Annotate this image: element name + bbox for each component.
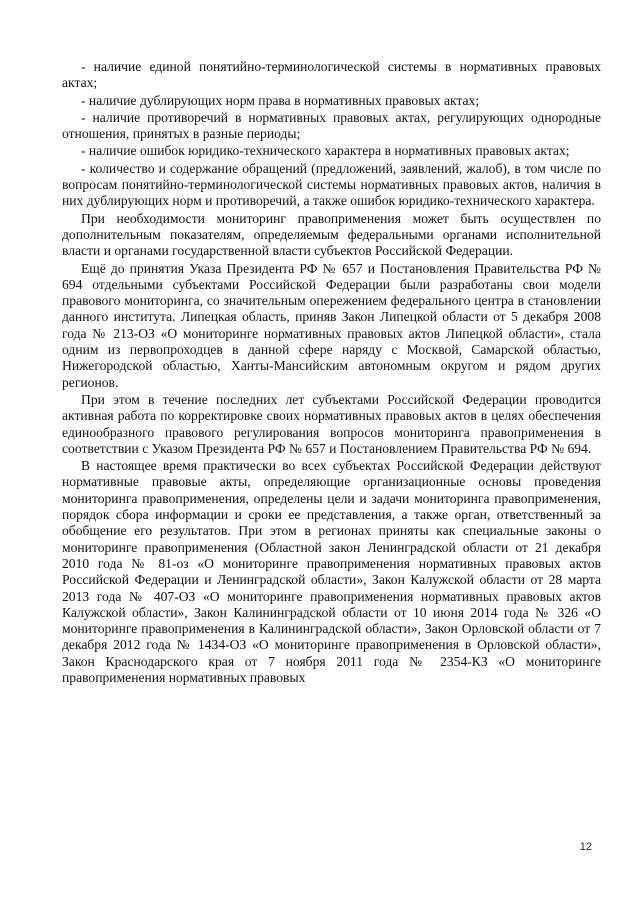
paragraph-additional-indicators: При необходимости мониторинг правоприменения может быть осуществлен по дополнительным показателям, определяемым федеральными органами исполнительной власти и органами государственной власти субъектов Российской Федерации. bbox=[62, 210, 601, 259]
paragraph-adjustment-work: При этом в течение последних лет субъектами Российской Федерации проводится активная работа по корректировке своих нормативных правовых актов в целях обеспечения единообразного правового регулирования вопросов мониторинга правоприменения в соответствии с Указом Президента РФ № 657 и Постановлением Правительства РФ № 694. bbox=[62, 391, 601, 456]
paragraph-regional-models: Ещё до принятия Указа Президента РФ № 657 и Постановления Правительства РФ № 694 отдельными субъектами Российской Федерации были разработаны свои модели правового мониторинга, со значительным опережением федерального центра в становлении данного института. Липецкая область, приняв Закон Липецкой области от 5 декабря 2008 года № 213-ОЗ «О мониторинге нормативных правовых актов Липецкой области», стала одним из первопроходцев в данной сфере наряду с Москвой, Самарской областью, Нижегородской областью, Ханты-Мансийским автономным округом и рядом других регионов. bbox=[62, 260, 601, 390]
list-item-terminology: - наличие единой понятийно-терминологической системы в нормативных правовых актах; bbox=[62, 59, 601, 91]
document-body bbox=[62, 59, 601, 687]
list-item-technical-errors: - наличие ошибок юридико-технического характера в нормативных правовых актах; bbox=[81, 143, 570, 159]
paragraph-current-state: В настоящее время практически во всех субъектах Российской Федерации действуют нормативные правовые акты, определяющие организационные основы проведения мониторинга правоприменения, определены цели и задачи мониторинга правоприменения, порядок сбора информации и сроки ее представления, а также орган, ответственный за обобщение его результатов. При этом в регионах приняты как специальные законы о мониторинге правоприменения (Областной закон Ленинградской области от 21 декабря 2010 года № 81-оз «О мониторинге правоприменения нормативных правовых актов Российской Федерации и Ленинградской области», Закон Калужской области от 28 марта 2013 года № 407-ОЗ «О мониторинге правоприменения нормативных правовых актов Калужской области», Закон Калининградской области от 10 июня 2014 года № 326 «О мониторинге правоприменения в Калининградской области», Закон Орловской области от 7 декабря 2012 года № 1434-ОЗ «О мониторинге правоприменения в Орловской области», Закон Краснодарского края от 7 ноября 2011 года № 2354-КЗ «О мониторинге правоприменения нормативных правовых bbox=[62, 458, 601, 685]
list-item-appeals: - количество и содержание обращений (предложений, заявлений, жалоб), в том числе по вопросам понятийно-терминологической системы нормативных правовых актов, наличия в них дублирующих норм и противоречий, а также ошибок юридико-технического характера. bbox=[62, 160, 601, 209]
list-item-contradictions: - наличие противоречий в нормативных правовых актах, регулирующих однородные отношения, принятых в разные периоды; bbox=[62, 109, 601, 142]
list-item-duplicate-norms: - наличие дублирующих норм права в нормативных правовых актах; bbox=[81, 92, 480, 108]
page-number: 12 bbox=[579, 841, 592, 853]
